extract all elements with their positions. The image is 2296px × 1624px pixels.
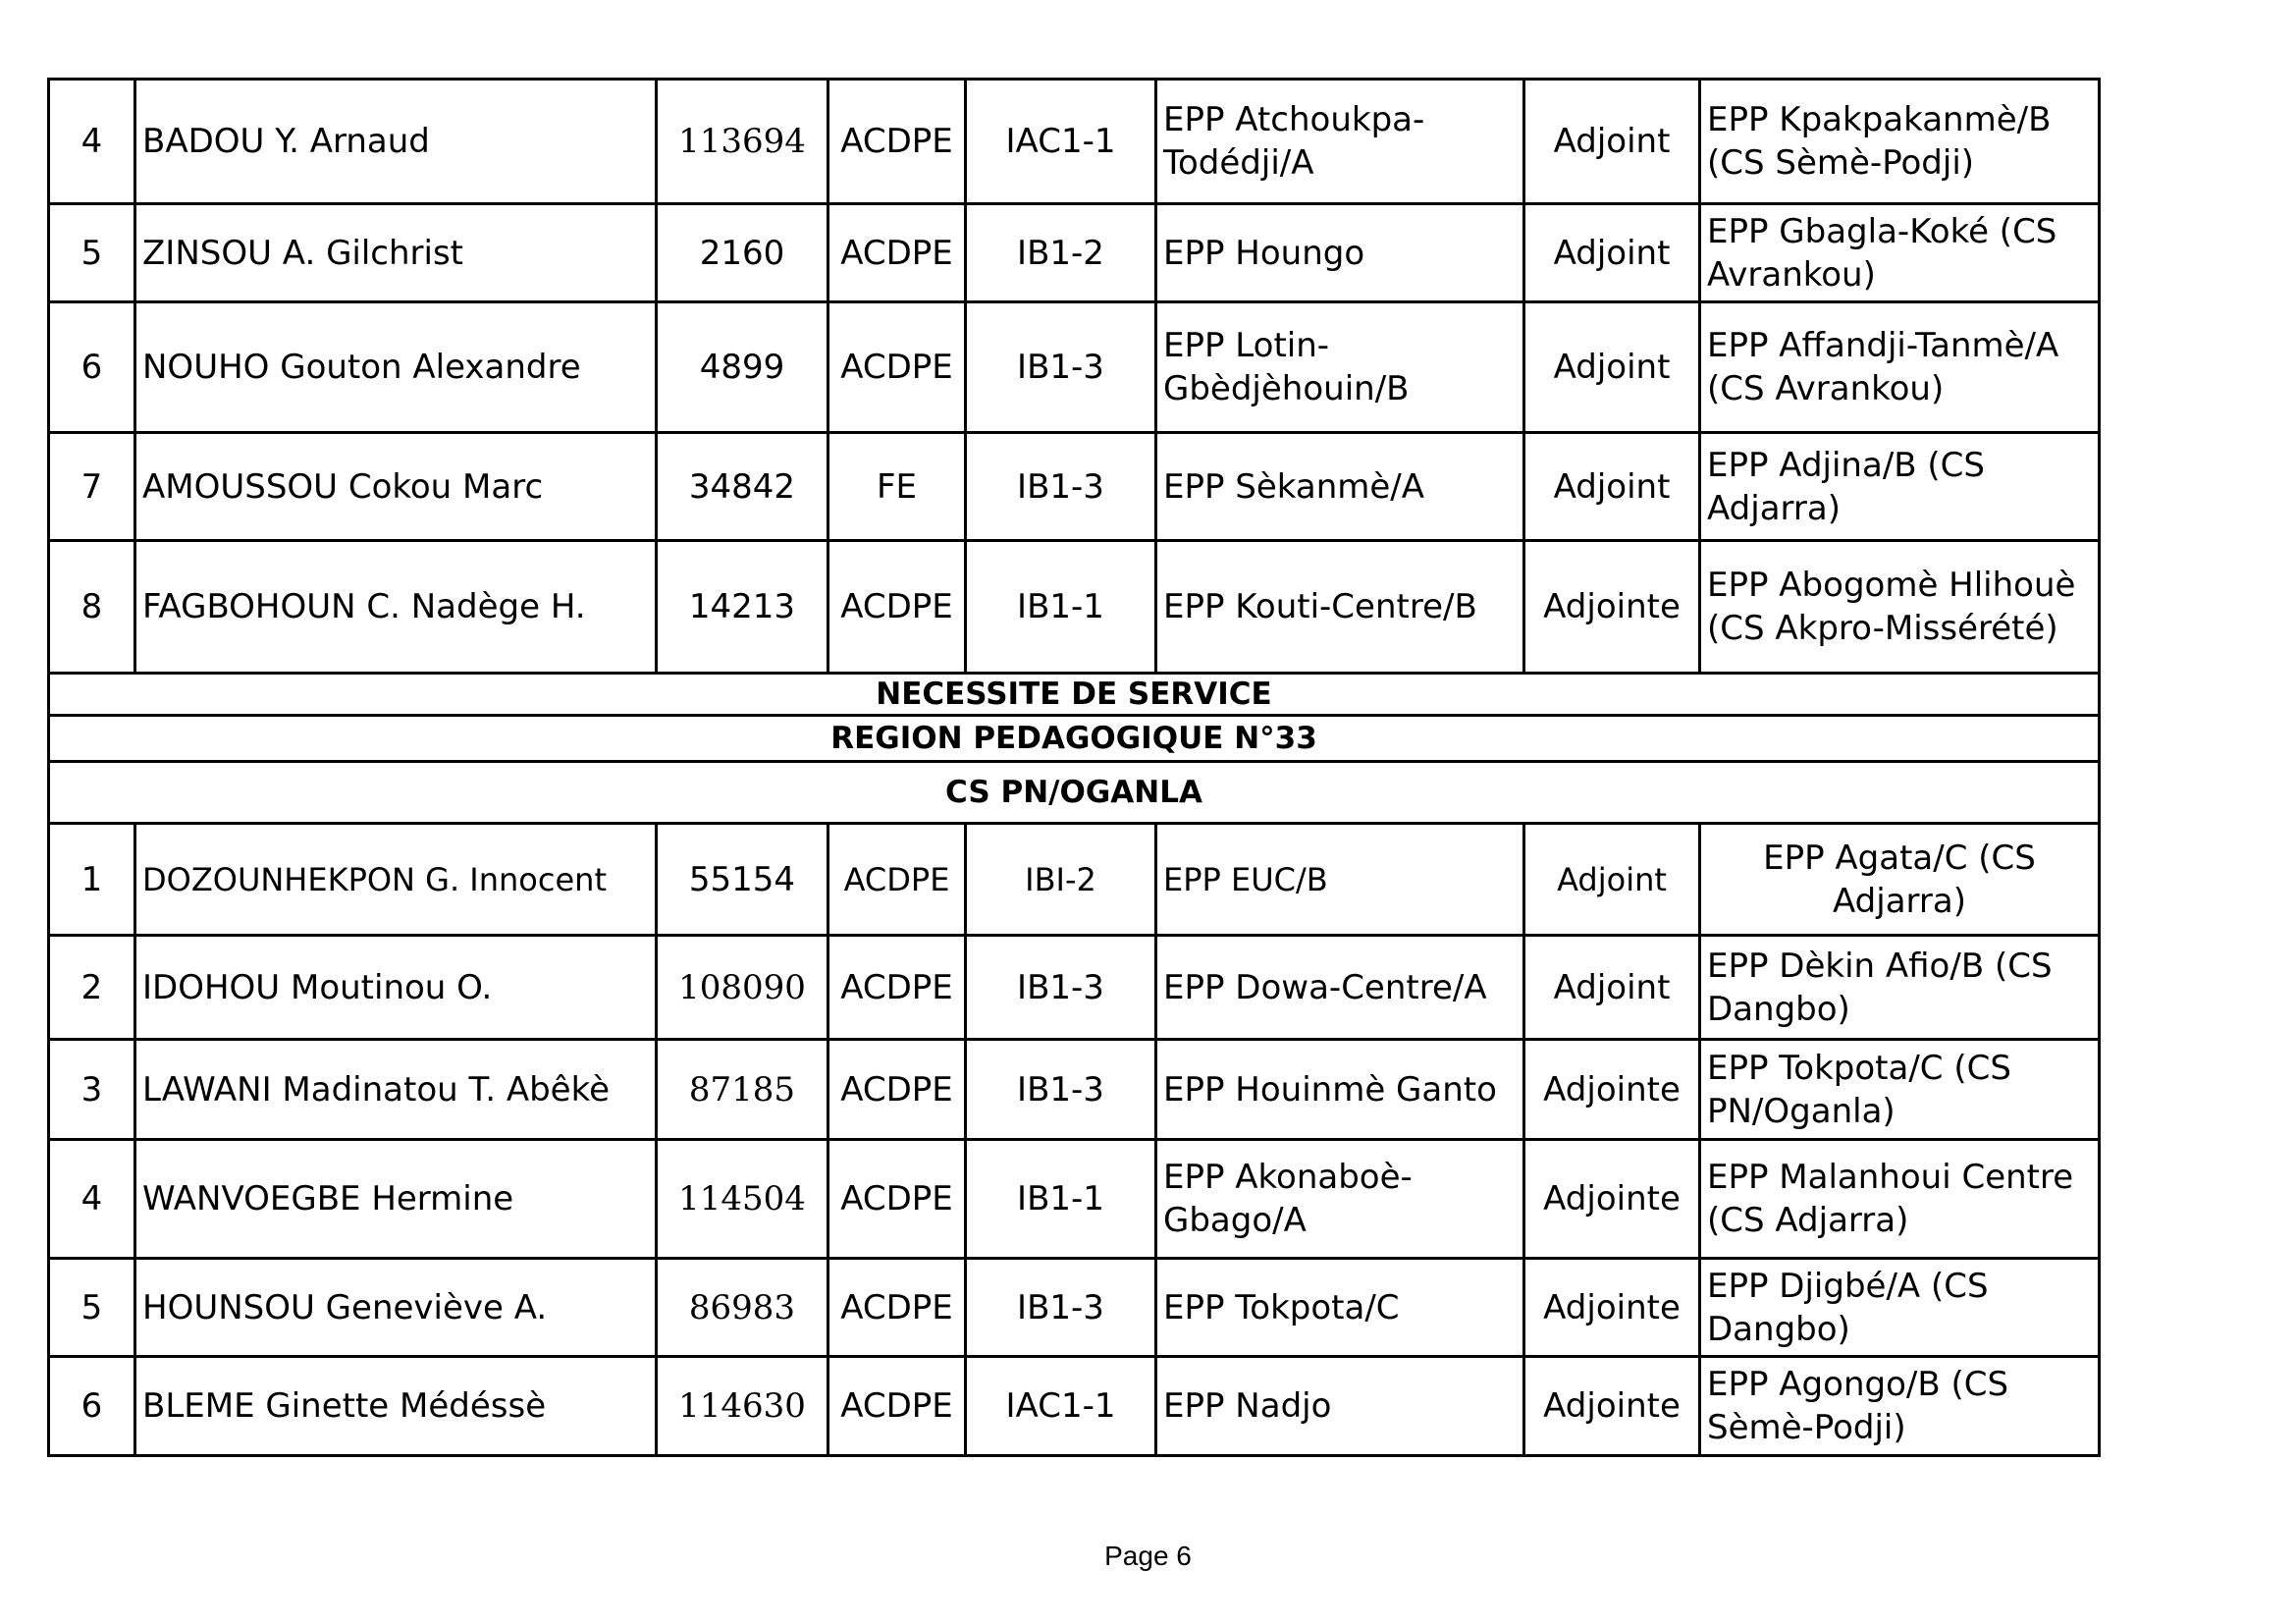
function: Adjointe <box>1524 1140 1700 1259</box>
matricule: 4899 <box>657 302 828 433</box>
statut: ACDPE <box>828 204 966 302</box>
table-row <box>49 204 2100 302</box>
statut: ACDPE <box>828 80 966 204</box>
agent-name: DOZOUNHEKPON G. Innocent <box>135 824 657 936</box>
statut: ACDPE <box>828 302 966 433</box>
matricule: 113694 <box>657 80 828 204</box>
school-destination: EPP Dèkin Afio/B (CS Dangbo) <box>1700 936 2100 1040</box>
school-destination: EPP Malanhoui Centre (CS Adjarra) <box>1700 1140 2100 1259</box>
function: Adjointe <box>1524 1357 1700 1456</box>
school-destination: EPP Agata/C (CS Adjarra) <box>1700 824 2100 936</box>
school-origin: EPP Atchoukpa-Todédji/A <box>1156 80 1524 204</box>
agent-name: LAWANI Madinatou T. Abêkè <box>135 1040 657 1140</box>
grade: IAC1-1 <box>966 1357 1156 1456</box>
statut: ACDPE <box>828 824 966 936</box>
statut: ACDPE <box>828 1040 966 1140</box>
grade: IB1-3 <box>966 433 1156 541</box>
section-header-row <box>49 762 2100 824</box>
school-origin: EPP Nadjo <box>1156 1357 1524 1456</box>
function: Adjoint <box>1524 204 1700 302</box>
school-destination: EPP Tokpota/C (CS PN/Oganla) <box>1700 1040 2100 1140</box>
school-destination: EPP Abogomè Hlihouè (CS Akpro-Missérété) <box>1700 541 2100 674</box>
row-number: 3 <box>49 1040 135 1140</box>
row-number: 7 <box>49 433 135 541</box>
school-destination: EPP Djigbé/A (CS Dangbo) <box>1700 1259 2100 1357</box>
function: Adjointe <box>1524 541 1700 674</box>
agent-name: FAGBOHOUN C. Nadège H. <box>135 541 657 674</box>
statut: FE <box>828 433 966 541</box>
assignment-table <box>47 78 2101 1457</box>
function: Adjoint <box>1524 433 1700 541</box>
grade: IB1-1 <box>966 1140 1156 1259</box>
table-row <box>49 80 2100 204</box>
matricule: 87185 <box>657 1040 828 1140</box>
agent-name: WANVOEGBE Hermine <box>135 1140 657 1259</box>
section-header-row <box>49 716 2100 762</box>
row-number: 2 <box>49 936 135 1040</box>
table-row <box>49 1259 2100 1357</box>
table-row <box>49 824 2100 936</box>
section-necessite-de-service: NECESSITE DE SERVICE <box>49 674 2100 716</box>
table-row <box>49 936 2100 1040</box>
agent-name: ZINSOU A. Gilchrist <box>135 204 657 302</box>
agent-name: HOUNSOU Geneviève A. <box>135 1259 657 1357</box>
grade: IB1-3 <box>966 936 1156 1040</box>
school-destination: EPP Kpakpakanmè/B (CS Sèmè-Podji) <box>1700 80 2100 204</box>
matricule: 86983 <box>657 1259 828 1357</box>
matricule: 14213 <box>657 541 828 674</box>
agent-name: BLEME Ginette Médéssè <box>135 1357 657 1456</box>
statut: ACDPE <box>828 936 966 1040</box>
row-number: 5 <box>49 204 135 302</box>
school-origin: EPP Akonaboè-Gbago/A <box>1156 1140 1524 1259</box>
function: Adjointe <box>1524 1040 1700 1140</box>
statut: ACDPE <box>828 1357 966 1456</box>
row-number: 5 <box>49 1259 135 1357</box>
row-number: 4 <box>49 1140 135 1259</box>
table-row <box>49 302 2100 433</box>
table-row <box>49 1357 2100 1456</box>
matricule: 2160 <box>657 204 828 302</box>
grade: IB1-3 <box>966 1259 1156 1357</box>
school-origin: EPP Houngo <box>1156 204 1524 302</box>
section-cs-name: CS PN/OGANLA <box>49 762 2100 824</box>
matricule: 34842 <box>657 433 828 541</box>
grade: IBI-2 <box>966 824 1156 936</box>
school-origin: EPP Dowa-Centre/A <box>1156 936 1524 1040</box>
grade: IB1-2 <box>966 204 1156 302</box>
table-row <box>49 433 2100 541</box>
matricule: 114504 <box>657 1140 828 1259</box>
school-origin: EPP Kouti-Centre/B <box>1156 541 1524 674</box>
page-number: Page 6 <box>1104 1541 1192 1571</box>
table-row <box>49 1040 2100 1140</box>
row-number: 1 <box>49 824 135 936</box>
school-origin: EPP Sèkanmè/A <box>1156 433 1524 541</box>
school-destination: EPP Adjina/B (CS Adjarra) <box>1700 433 2100 541</box>
matricule: 108090 <box>657 936 828 1040</box>
statut: ACDPE <box>828 1259 966 1357</box>
section-header-row <box>49 674 2100 716</box>
function: Adjoint <box>1524 302 1700 433</box>
grade: IB1-1 <box>966 541 1156 674</box>
statut: ACDPE <box>828 541 966 674</box>
grade: IB1-3 <box>966 1040 1156 1140</box>
school-origin: EPP EUC/B <box>1156 824 1524 936</box>
statut: ACDPE <box>828 1140 966 1259</box>
function: Adjoint <box>1524 824 1700 936</box>
school-origin: EPP Lotin-Gbèdjèhouin/B <box>1156 302 1524 433</box>
matricule: 114630 <box>657 1357 828 1456</box>
grade: IB1-3 <box>966 302 1156 433</box>
school-origin: EPP Tokpota/C <box>1156 1259 1524 1357</box>
grade: IAC1-1 <box>966 80 1156 204</box>
section-region-pedagogique: REGION PEDAGOGIQUE N°33 <box>49 716 2100 762</box>
agent-name: AMOUSSOU Cokou Marc <box>135 433 657 541</box>
row-number: 6 <box>49 1357 135 1456</box>
agent-name: IDOHOU Moutinou O. <box>135 936 657 1040</box>
school-destination: EPP Gbagla-Koké (CS Avrankou) <box>1700 204 2100 302</box>
matricule: 55154 <box>657 824 828 936</box>
table-row <box>49 1140 2100 1259</box>
function: Adjoint <box>1524 80 1700 204</box>
agent-name: BADOU Y. Arnaud <box>135 80 657 204</box>
school-destination: EPP Affandji-Tanmè/A (CS Avrankou) <box>1700 302 2100 433</box>
function: Adjointe <box>1524 1259 1700 1357</box>
school-destination: EPP Agongo/B (CS Sèmè-Podji) <box>1700 1357 2100 1456</box>
table-row <box>49 541 2100 674</box>
school-origin: EPP Houinmè Ganto <box>1156 1040 1524 1140</box>
row-number: 4 <box>49 80 135 204</box>
agent-name: NOUHO Gouton Alexandre <box>135 302 657 433</box>
row-number: 8 <box>49 541 135 674</box>
row-number: 6 <box>49 302 135 433</box>
function: Adjoint <box>1524 936 1700 1040</box>
